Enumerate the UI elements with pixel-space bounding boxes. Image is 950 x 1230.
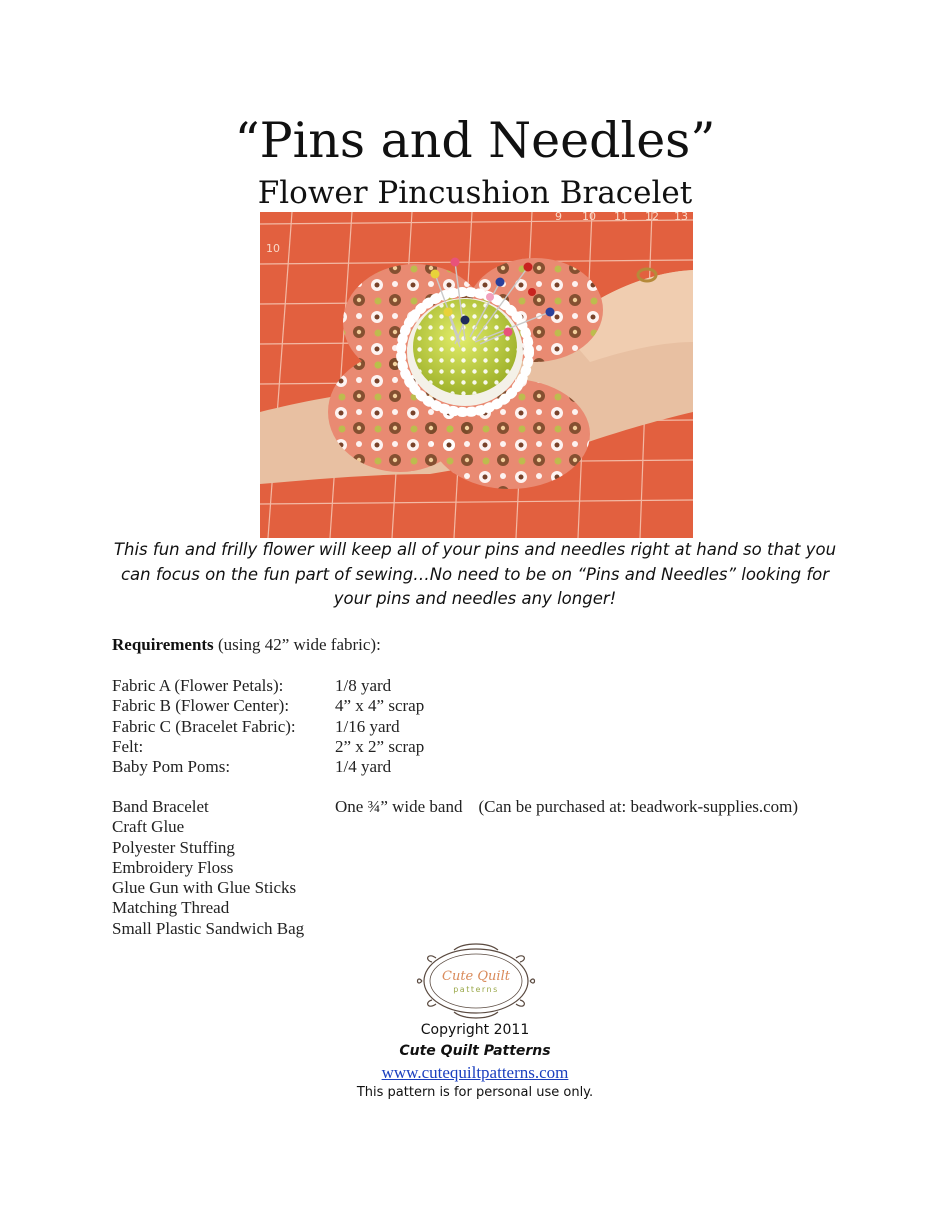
supply-name: Craft Glue (112, 817, 185, 837)
fabric-name: Fabric A (Flower Petals): (112, 676, 284, 695)
intro-paragraph (110, 538, 840, 612)
company-name: Cute Quilt Patterns (399, 1043, 551, 1059)
list-item (112, 878, 798, 898)
mat-ruler-label: 13 (674, 212, 688, 223)
supply-name: Glue Gun with Glue Sticks (112, 878, 297, 898)
supply-name: Matching Thread (112, 898, 230, 918)
logo-subtext: patterns (453, 985, 499, 994)
mat-ruler-label: 11 (614, 212, 628, 223)
cute-quilt-patterns-logo (414, 940, 538, 1022)
list-item (112, 919, 798, 939)
fabric-amount: 1/16 yard (335, 716, 400, 736)
list-item (112, 737, 424, 757)
logo-text: Cute Quilt (442, 969, 510, 984)
fabric-list (112, 676, 424, 777)
list-item (112, 717, 424, 737)
supply-name: Embroidery Floss (112, 857, 234, 877)
list-item (112, 757, 424, 777)
mat-ruler-label: 12 (645, 212, 659, 223)
requirements-heading (112, 633, 381, 657)
mat-ruler-label: 9 (555, 212, 562, 223)
fabric-name: Baby Pom Poms: (112, 757, 231, 777)
list-item (112, 838, 798, 858)
intro-line: can focus on the fun part of sewing…No need to be on “Pins and Needles” looking for (120, 564, 830, 584)
fabric-name: Felt: (112, 736, 144, 756)
mat-side-label: 10 (266, 242, 280, 255)
page-subtitle: Flower Pincushion Bracelet (257, 175, 693, 211)
fabric-name: Fabric B (Flower Center): (112, 696, 290, 716)
supply-note: (Can be purchased at: beadwork-supplies.com) (478, 797, 799, 816)
usage-notice: This pattern is for personal use only. (356, 1085, 594, 1100)
list-item (112, 676, 424, 696)
fabric-amount: 1/8 yard (335, 676, 392, 695)
page-title: “Pins and Needles” (234, 112, 716, 169)
supply-name: Polyester Stuffing (112, 837, 235, 857)
fabric-amount: 1/4 yard (335, 757, 392, 777)
pincushion-photo (260, 212, 693, 538)
mat-ruler-label: 10 (582, 212, 596, 223)
requirements-label: Requirements (112, 635, 214, 654)
supply-name: Small Plastic Sandwich Bag (112, 918, 305, 938)
list-item (112, 817, 798, 837)
footer (0, 1020, 950, 1102)
copyright-text: Copyright 2011 (420, 1022, 530, 1038)
supply-list (112, 797, 798, 939)
list-item (112, 898, 798, 918)
intro-line: This fun and frilly flower will keep all of your pins and needles right at hand so that you (113, 540, 837, 559)
website-link[interactable]: www.cutequiltpatterns.com (381, 1063, 569, 1082)
fabric-name: Fabric C (Bracelet Fabric): (112, 716, 296, 736)
list-item (112, 858, 798, 878)
supply-name: Band Bracelet (112, 797, 209, 816)
supply-amount: One ¾” wide band (335, 797, 463, 816)
list-item (112, 696, 424, 716)
fabric-amount: 4” x 4” scrap (335, 696, 425, 716)
fabric-amount: 2” x 2” scrap (335, 736, 425, 756)
intro-line: your pins and needles any longer! (333, 589, 617, 608)
requirements-note: (using 42” wide fabric): (213, 635, 381, 654)
list-item (112, 797, 798, 817)
